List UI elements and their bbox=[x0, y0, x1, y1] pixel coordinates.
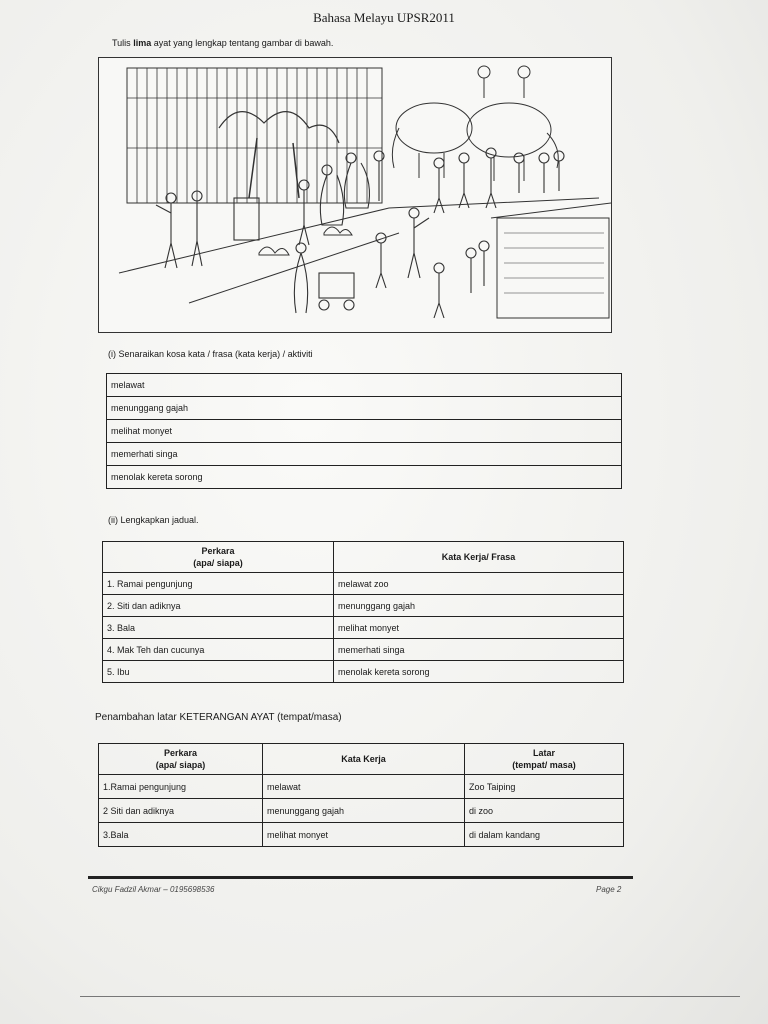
list-item-text: menolak kereta sorong bbox=[107, 466, 622, 489]
table-row bbox=[103, 617, 624, 639]
page-header: Bahasa Melayu UPSR2011 bbox=[313, 10, 455, 25]
table-cell: memerhati singa bbox=[334, 639, 624, 661]
table-cell: 1.Ramai pengunjung bbox=[99, 775, 263, 799]
table-row bbox=[103, 573, 624, 595]
list-item bbox=[107, 397, 622, 420]
vocabulary-list-table bbox=[106, 373, 622, 489]
list-item-text: melihat monyet bbox=[107, 420, 622, 443]
table-row bbox=[99, 799, 624, 823]
table-cell: Zoo Taiping bbox=[465, 775, 624, 799]
footer-author: Cikgu Fadzil Akmar – 0195698536 bbox=[92, 885, 215, 894]
table-cell: 2 Siti dan adiknya bbox=[99, 799, 263, 823]
header-latar bbox=[465, 744, 624, 775]
header-kata-kerja: Kata Kerja bbox=[263, 744, 465, 775]
table-cell: 5. Ibu bbox=[103, 661, 334, 683]
table-cell: melawat bbox=[263, 775, 465, 799]
table-row bbox=[103, 661, 624, 683]
footer-page-number: Page 2 bbox=[596, 885, 622, 894]
list-item-text: memerhati singa bbox=[107, 443, 622, 466]
zoo-illustration bbox=[98, 57, 612, 333]
table-row bbox=[103, 595, 624, 617]
header-perkara bbox=[103, 542, 334, 573]
setting-table bbox=[98, 743, 624, 847]
table-row bbox=[99, 823, 624, 847]
list-item-text: melawat bbox=[107, 374, 622, 397]
header-kata-kerja-frasa: Kata Kerja/ Frasa bbox=[334, 542, 624, 573]
list-item bbox=[107, 374, 622, 397]
section1-label: (i) Senaraikan kosa kata / frasa (kata kerja) / aktiviti bbox=[108, 349, 313, 359]
table-cell: 3.Bala bbox=[99, 823, 263, 847]
list-item bbox=[107, 420, 622, 443]
header-perkara-line1: Perkara bbox=[163, 748, 198, 758]
footer-divider bbox=[88, 876, 633, 879]
header-latar-line1: Latar bbox=[532, 748, 555, 758]
table-cell: di dalam kandang bbox=[465, 823, 624, 847]
table-row bbox=[99, 775, 624, 799]
section2-label: (ii) Lengkapkan jadual. bbox=[108, 515, 199, 525]
table-cell: 4. Mak Teh dan cucunya bbox=[103, 639, 334, 661]
table-cell: menolak kereta sorong bbox=[334, 661, 624, 683]
table-cell: melihat monyet bbox=[334, 617, 624, 639]
zoo-scene-drawing bbox=[99, 58, 611, 332]
table-header-row bbox=[99, 744, 624, 775]
instruction-rest: ayat yang lengkap tentang gambar di bawah. bbox=[153, 38, 334, 48]
list-item-text: menunggang gajah bbox=[107, 397, 622, 420]
header-perkara-line2: (apa/ siapa) bbox=[193, 558, 243, 568]
table-cell: melihat monyet bbox=[263, 823, 465, 847]
section3-label: Penambahan latar KETERANGAN AYAT (tempat/masa) bbox=[95, 712, 342, 723]
instruction-prefix: Tulis bbox=[112, 38, 131, 48]
list-item bbox=[107, 443, 622, 466]
table-cell: di zoo bbox=[465, 799, 624, 823]
instruction-text bbox=[112, 38, 333, 48]
table-cell: 3. Bala bbox=[103, 617, 334, 639]
table-row bbox=[103, 639, 624, 661]
paper-edge-divider bbox=[80, 996, 740, 997]
table-cell: 1. Ramai pengunjung bbox=[103, 573, 334, 595]
subject-verb-table bbox=[102, 541, 624, 683]
table-cell: 2. Siti dan adiknya bbox=[103, 595, 334, 617]
table-cell: menunggang gajah bbox=[334, 595, 624, 617]
header-perkara-line2: (apa/ siapa) bbox=[155, 760, 206, 770]
header-perkara-line1: Perkara bbox=[201, 546, 235, 556]
instruction-emphasis: lima bbox=[133, 38, 152, 48]
header-latar-line2: (tempat/ masa) bbox=[512, 760, 576, 770]
header-perkara bbox=[99, 744, 263, 775]
table-header-row bbox=[103, 542, 624, 573]
table-cell: menunggang gajah bbox=[263, 799, 465, 823]
table-cell: melawat zoo bbox=[334, 573, 624, 595]
list-item bbox=[107, 466, 622, 489]
